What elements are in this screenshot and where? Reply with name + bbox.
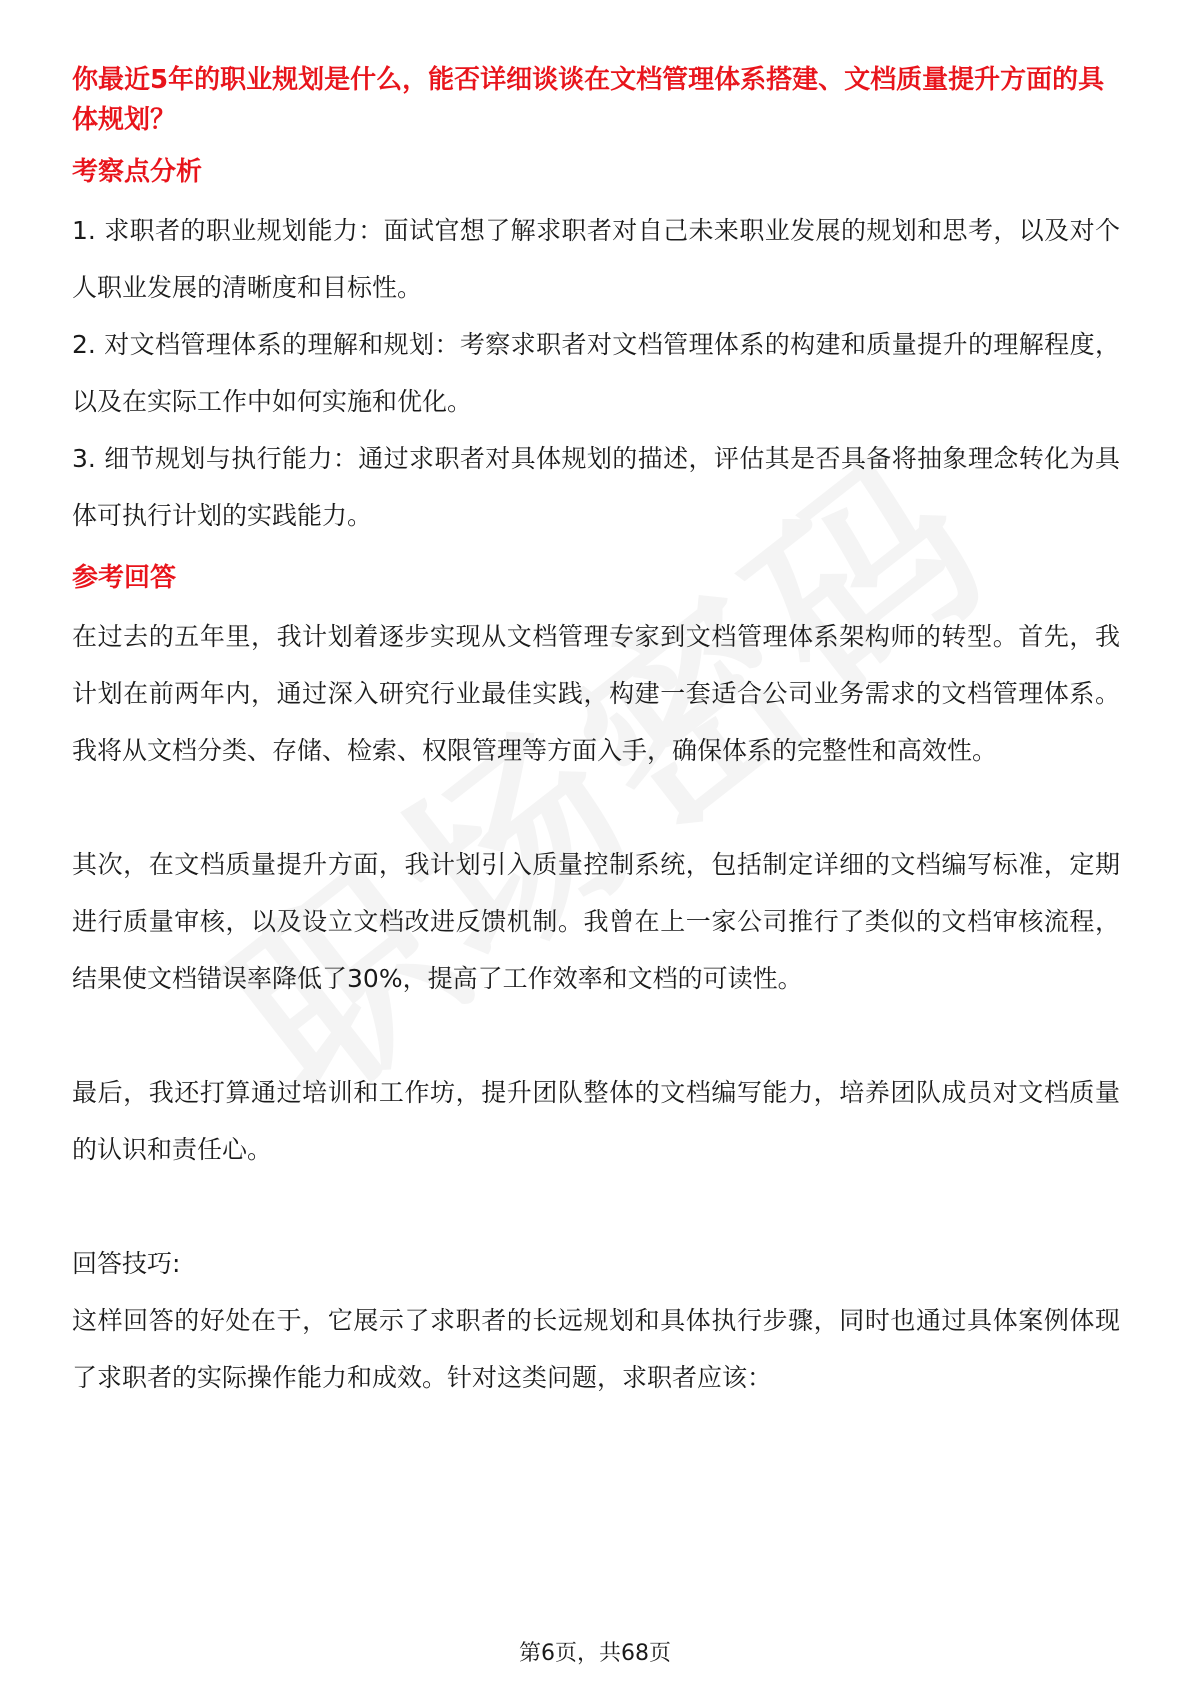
spacer <box>72 779 1120 836</box>
spacer <box>72 544 1120 558</box>
question-title: 你最近5年的职业规划是什么，能否详细谈谈在文档管理体系搭建、文档质量提升方面的具体规划？ <box>72 65 1105 135</box>
analysis-heading: 考察点分析 <box>72 157 203 187</box>
answer-paragraph-3: 最后，我还打算通过培训和工作坊，提升团队整体的文档编写能力，培养团队成员对文档质量的认识和责任心。 <box>72 1078 1120 1164</box>
spacer <box>72 1178 1120 1235</box>
answer-paragraph-2: 其次，在文档质量提升方面，我计划引入质量控制系统，包括制定详细的文档编写标准，定期进行质量审核，以及设立文档改进反馈机制。我曾在上一家公司推行了类似的文档审核流程，结果使文档错误率降低了30%，提高了工作效率和文档的可读性。 <box>72 850 1120 993</box>
analysis-point-2: 2. 对文档管理体系的理解和规划：考察求职者对文档管理体系的构建和质量提升的理解程度，以及在实际工作中如何实施和优化。 <box>72 330 1120 416</box>
page-content <box>72 60 1120 1406</box>
analysis-point-1: 1. 求职者的职业规划能力：面试官想了解求职者对自己未来职业发展的规划和思考，以及对个人职业发展的清晰度和目标性。 <box>72 216 1120 302</box>
answer-heading: 参考回答 <box>72 563 177 593</box>
analysis-point-3: 3. 细节规划与执行能力：通过求职者对具体规划的描述，评估其是否具备将抽象理念转化为具体可执行计划的实践能力。 <box>72 444 1120 530</box>
page-number-footer: 第6页，共68页 <box>519 1641 671 1666</box>
answer-paragraph-1: 在过去的五年里，我计划着逐步实现从文档管理专家到文档管理体系架构师的转型。首先，我计划在前两年内，通过深入研究行业最佳实践，构建一套适合公司业务需求的文档管理体系。我将从文档分类、存储、检索、权限管理等方面入手，确保体系的完整性和高效性。 <box>72 622 1120 765</box>
spacer <box>72 1007 1120 1064</box>
tips-label: 回答技巧: <box>72 1249 181 1278</box>
tips-text: 这样回答的好处在于，它展示了求职者的长远规划和具体执行步骤，同时也通过具体案例体现了求职者的实际操作能力和成效。针对这类问题，求职者应该： <box>72 1306 1120 1392</box>
